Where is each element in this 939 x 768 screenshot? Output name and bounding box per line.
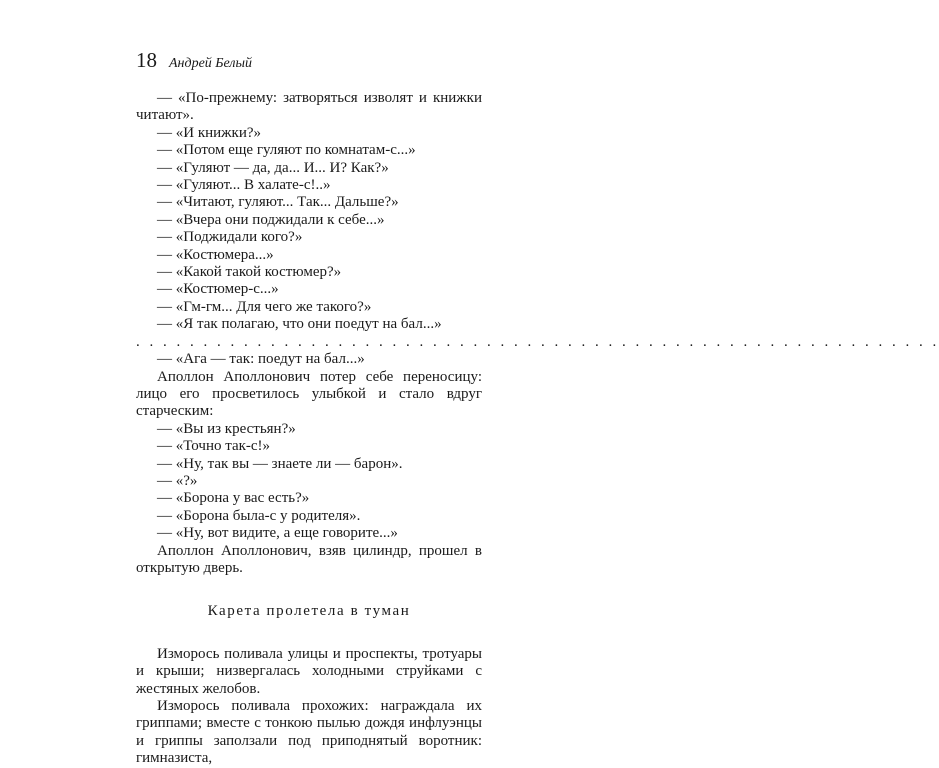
dialogue-line: — «Точно так-с!» [157, 438, 271, 455]
dialogue-line: — «Ага — так: поедут на бал...» [157, 351, 365, 368]
dialogue-line: — «Читают, гуляют... Так... Дальше?» [157, 194, 399, 211]
dialogue-line: — «Ну, вот видите, а еще говорите...» [157, 525, 398, 542]
dialogue-line: — «Ну, так вы — знаете ли — барон». [157, 455, 403, 472]
dialogue-line: — «Костюмер-с...» [157, 281, 279, 298]
dialogue-line: — «И книжки?» [157, 124, 262, 141]
dialogue-line: — «Я так полагаю, что они поедут на бал...» [157, 316, 442, 333]
ellipsis-rule: . . . . . . . . . . . . . . . . . . . . . . . . . . . . . . . . . . . . . . . . . . . . . . . . . . . . . . . . . . . . [136, 333, 939, 350]
section-title: Карета пролетела в туман [207, 603, 411, 620]
page-number: 18 [136, 48, 157, 72]
dialogue-line: — «Вы из крестьян?» [157, 420, 296, 437]
dialogue-line: — «Гм-гм... Для чего же такого?» [157, 298, 372, 315]
dialogue-line: — «?» [157, 472, 198, 489]
body-text [136, 90, 939, 768]
dialogue-line: — «По-прежнему: затворяться изволят и книжки читают». [136, 90, 482, 124]
narration-paragraph: Изморось поливала прохожих: награждала их гриппами; вместе с тонкою пылью дождя инфлуэнцы и гриппы заползали под приподнятый воротник: гимназиста, [136, 698, 482, 767]
dialogue-line: — «Борона у вас есть?» [157, 490, 310, 507]
dialogue-line: — «Поджидали кого?» [157, 229, 303, 246]
dialogue-line: — «Потом еще гуляют по комнатам-с...» [157, 142, 416, 159]
dialogue-line: — «Вчера они поджидали к себе...» [157, 211, 385, 228]
narration-paragraph: Аполлон Аполлонович потер себе переносицу: лицо его просветилось улыбкой и стало вдруг старческим: [136, 368, 482, 420]
dialogue-line: — «Костюмера...» [157, 246, 274, 263]
dialogue-line: — «Какой такой костюмер?» [157, 264, 342, 281]
dialogue-line: — «Гуляют... В халате-с!..» [157, 177, 331, 194]
running-head-author: Андрей Белый [169, 56, 253, 71]
dialogue-line: — «Борона была-с у родителя». [157, 507, 361, 524]
dialogue-line: — «Гуляют — да, да... И... И? Как?» [157, 159, 389, 176]
page-header [136, 48, 252, 73]
narration-paragraph: Аполлон Аполлонович, взяв цилиндр, прошел в открытую дверь. [136, 542, 482, 576]
narration-paragraph: Изморось поливала улицы и проспекты, тротуары и крыши; низвергалась холодными струйками с жестяных желобов. [136, 645, 482, 697]
